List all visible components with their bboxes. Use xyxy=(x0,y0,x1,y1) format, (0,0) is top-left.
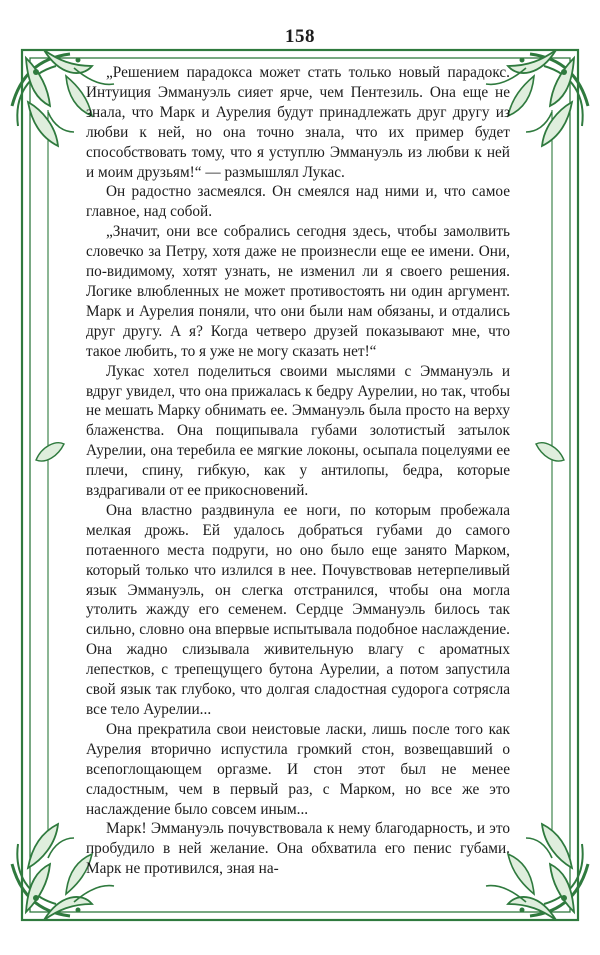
paragraph: Он радостно засмеялся. Он смеялся над ними и, что самое главное, над собой. xyxy=(86,183,510,221)
page-number: 158 xyxy=(285,26,315,47)
paragraph: Лукас хотел поделиться своими мыслями с Эммануэль и вдруг увидел, что она прижалась к бедру Аурелии, но так, чтобы не мешать Марку обнимать ее. Эммануэль была просто на верху блаженства. Она пощипывала губами золотистый затылок Аурелии, она теребила ее мягкие локоны, осыпала поцелуями ее плечи, спину, гибкую, как у антилопы, бедра, которые вздрагивали от ее прикосновений. xyxy=(86,362,510,500)
paragraph: Она властно раздвинула ее ноги, по которым пробежала мелкая дрожь. Ей удалось добраться губами до самого потаенного места подруги, но оно было еще занято Марком, который только что излился в нее. Почувствовав нетерпеливый язык Эммануэль, он слегка отстранился, чтобы она могла утолить жажду его семенем. Сердце Эммануэль билось так сильно, словно она впервые испытывала подобное наслаждение. Она жадно слизывала живительную влагу с ароматных лепестков, с трепещущего бутона Аурелии, а потом запустила свой язык так глубоко, что долгая сладостная судорога сотрясла все тело Аурелии... xyxy=(86,501,510,718)
paragraph: „Решением парадокса может стать только новый парадокс. Интуиция Эммануэль сияет ярче, чем Пентезиль. Она еще не знала, что Марк и Аурелия будут принадлежать друг другу из любви к ней, но она точно знала, что их пример будет способствовать тому, что я уступлю Эммануэль из любви к ней и моим друзьям!“ — размышлял Лукас. xyxy=(86,64,510,181)
paragraph: „Значит, они все собрались сегодня здесь, чтобы замолвить словечко за Петру, хотя даже не произнесли еще ее имени. Они, по-видимому, хотят узнать, не изменил ли я своего решения. Логике влюбленных не может противостоять ни один аргумент. Марк и Аурелия поняли, что они были нам обязаны, и отдались друг другу. А я? Когда четверо друзей показывают мне, что такое любить, то я уже не могу сказать нет!“ xyxy=(86,223,510,360)
paragraph: Марк! Эммануэль почувствовала к нему благодарность, и это пробудило в ней желание. Она обхватила его пенис губами. Марк не противился, зная на- xyxy=(86,820,510,878)
body-text xyxy=(86,63,510,879)
paragraph: Она прекратила свои неистовые ласки, лишь после того как Аурелия вторично испустила громкий стон, возвещавший о всепоглощающем оргазме. И стон этот был не менее сладостным, чем в первый раз, с Марком, но все же это наслаждение было совсем иным... xyxy=(86,720,510,818)
